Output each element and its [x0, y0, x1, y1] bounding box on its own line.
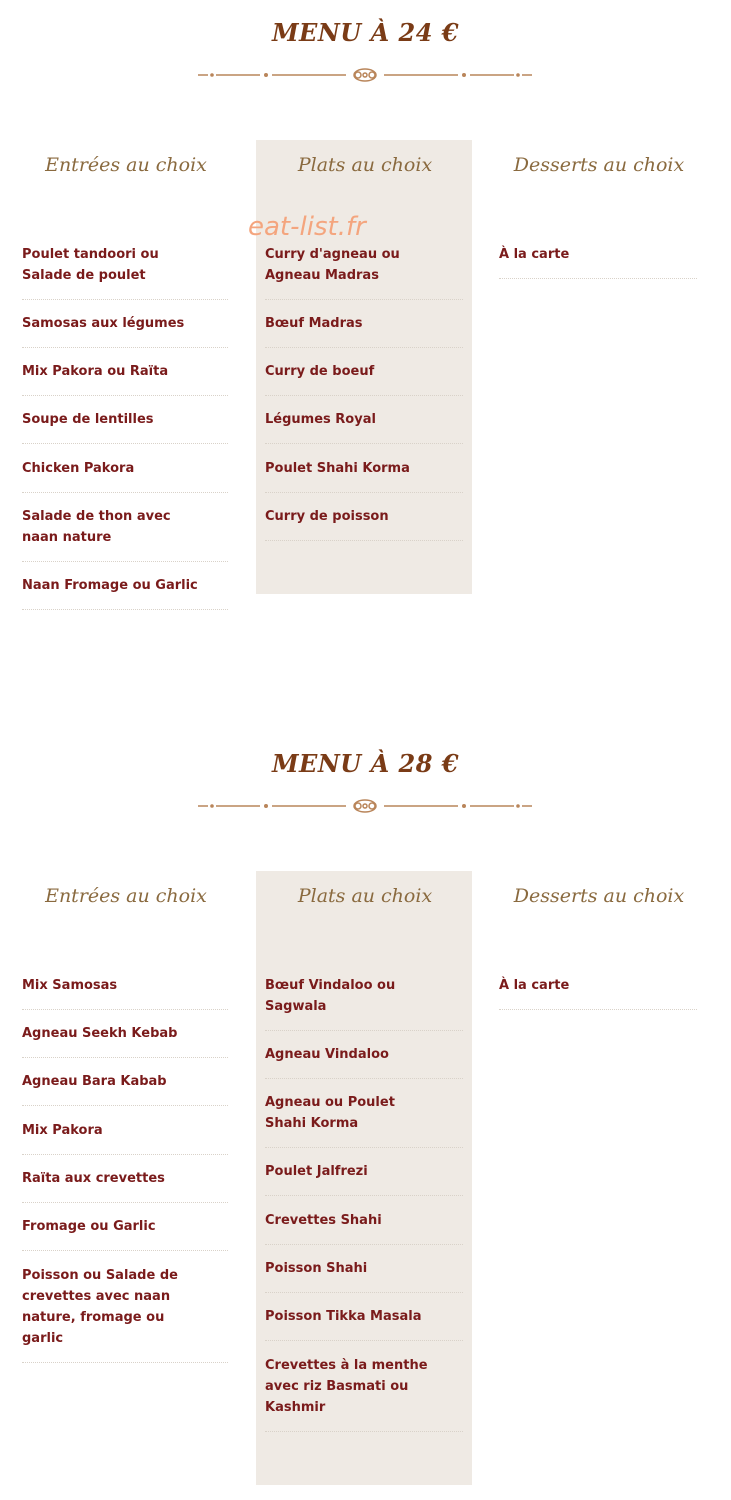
plats-header: Plats au choix: [297, 154, 433, 176]
list-item: À la carte: [499, 243, 697, 279]
list-item: Légumes Royal: [265, 408, 463, 444]
list-item: Curry de poisson: [265, 505, 463, 541]
list-item: Soupe de lentilles: [22, 408, 228, 444]
list-item: Poisson ou Salade de crevettes avec naan nature, fromage ou garlic: [22, 1264, 228, 1363]
menu-title: MENU À 28 €: [271, 749, 459, 778]
list-item: Naan Fromage ou Garlic: [22, 574, 228, 610]
list-item: Mix Pakora: [22, 1119, 228, 1155]
list-item: Poisson Shahi: [265, 1257, 463, 1293]
list-item: Chicken Pakora: [22, 457, 228, 493]
list-item: Bœuf Madras: [265, 312, 463, 348]
list-item: Crevettes à la menthe avec riz Basmati ou Kashmir: [265, 1354, 463, 1432]
entrees-header: Entrées au choix: [45, 885, 207, 907]
list-item: Poulet Shahi Korma: [265, 457, 463, 493]
list-item: À la carte: [499, 974, 697, 1010]
list-item: Poulet tandoori ou Salade de poulet: [22, 243, 228, 300]
list-item: Agneau Bara Kabab: [22, 1070, 228, 1106]
list-item: Raïta aux crevettes: [22, 1167, 228, 1203]
list-item: Bœuf Vindaloo ou Sagwala: [265, 974, 463, 1031]
menu-title: MENU À 24 €: [271, 18, 459, 47]
list-item: Mix Samosas: [22, 974, 228, 1010]
list-item: Poisson Tikka Masala: [265, 1305, 463, 1341]
ornament-divider: [198, 68, 532, 82]
ornament-divider: [198, 799, 532, 813]
list-item: Curry d'agneau ou Agneau Madras: [265, 243, 463, 300]
list-item: Curry de boeuf: [265, 360, 463, 396]
list-item: Salade de thon avec naan nature: [22, 505, 228, 562]
desserts-header: Desserts au choix: [513, 885, 685, 907]
list-item: Mix Pakora ou Raïta: [22, 360, 228, 396]
plats-header: Plats au choix: [297, 885, 433, 907]
menu-24: [0, 0, 731, 700]
list-item: Agneau Vindaloo: [265, 1043, 463, 1079]
list-item: Samosas aux légumes: [22, 312, 228, 348]
desserts-header: Desserts au choix: [513, 154, 685, 176]
list-item: Agneau ou Poulet Shahi Korma: [265, 1091, 463, 1148]
list-item: Fromage ou Garlic: [22, 1215, 228, 1251]
list-item: Poulet Jalfrezi: [265, 1160, 463, 1196]
watermark: eat-list.fr: [248, 212, 366, 242]
list-item: Crevettes Shahi: [265, 1209, 463, 1245]
menu-28: [0, 731, 731, 1500]
list-item: Agneau Seekh Kebab: [22, 1022, 228, 1058]
entrees-header: Entrées au choix: [45, 154, 207, 176]
